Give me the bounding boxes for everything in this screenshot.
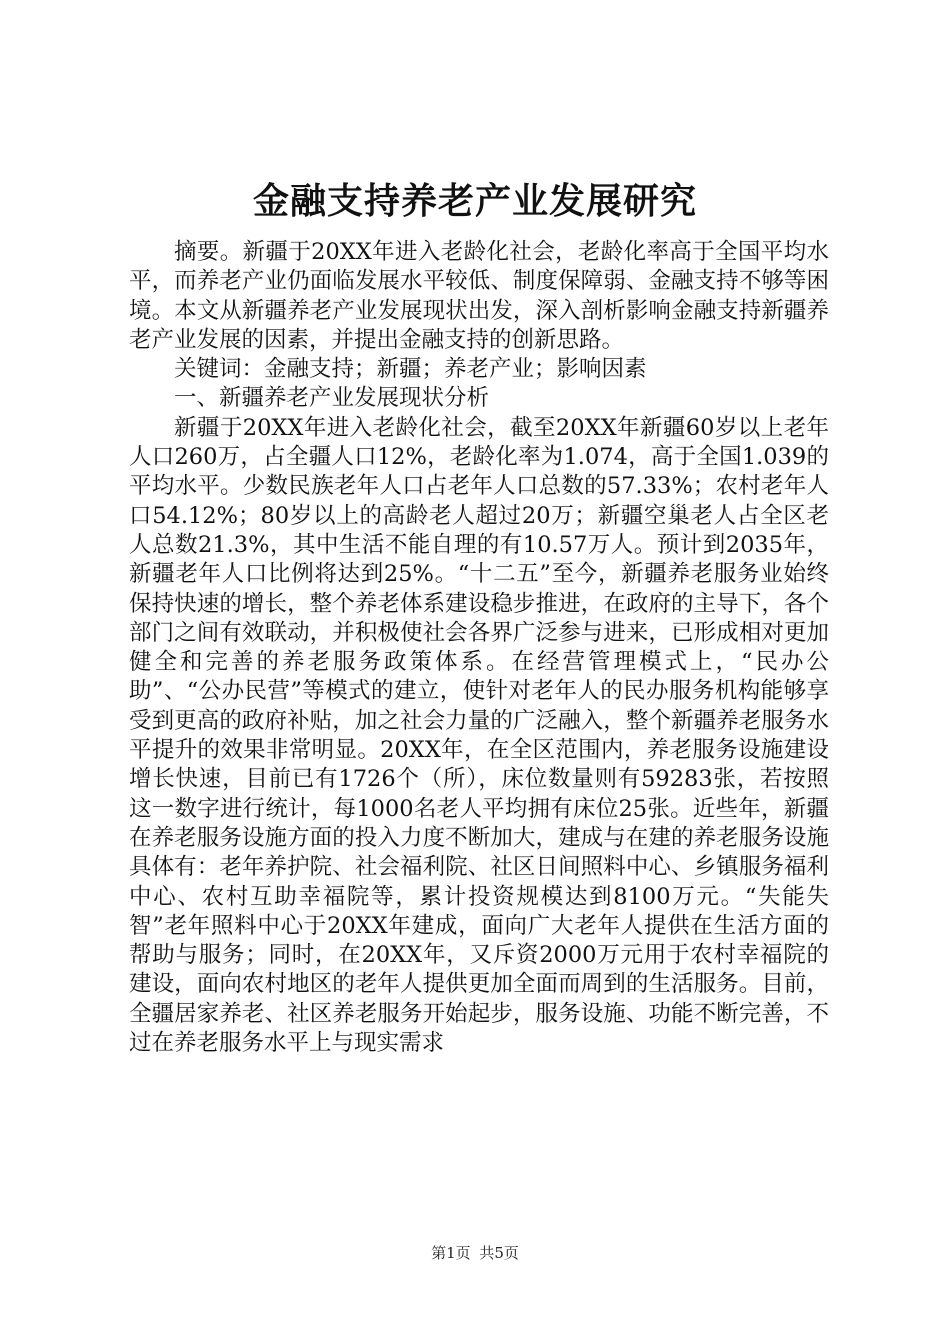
keywords-paragraph: 关键词：金融支持；新疆；养老产业；影响因素 (174, 356, 647, 383)
page-number: 第1页 (431, 1244, 471, 1262)
document-body (129, 238, 829, 1058)
abstract-paragraph: 摘要。新疆于20XX年进入老龄化社会，老龄化率高于全国平均水平，而养老产业仍面临发展水平较低、制度保障弱、金融支持不够等困境。本文从新疆养老产业发展现状出发，深入剖析影响金融支持新疆养老产业发展的因素，并提出金融支持的创新思路。 (129, 239, 829, 353)
section-heading: 一、新疆养老产业发展现状分析 (174, 385, 490, 412)
page-total: 共5页 (479, 1244, 519, 1262)
page-footer (0, 1242, 950, 1263)
document-title: 金融支持养老产业发展研究 (252, 180, 697, 222)
body-paragraph: 新疆于20XX年进入老龄化社会，截至20XX年新疆60岁以上老年人口260万，占全疆人口12%，老龄化率为1.074，高于全国1.039的平均水平。少数民族老年人口占老年人口总数的57.33%；农村老年人口54.12%；80岁以上的高龄老人超过20万；新疆空巢老人占全区老人总数21.3%，其中生活不能自理的有10.57万人。预计到2035年，新疆老年人口比例将达到25%。“十二五”至今，新疆养老服务业始终保持快速的增长，整个养老体系建设稳步推进，在政府的主导下，各个部门之间有效联动，并积极使社会各界广泛参与进来，已形成相对更加健全和完善的养老服务政策体系。在经营管理模式上，“民办公助”、“公办民营”等模式的建立，使针对老年人的民办服务机构能够享受到更高的政府补贴，加之社会力量的广泛融入，整个新疆养老服务水平提升的效果非常明显。20XX年，在全区范围内，养老服务设施建设增长快速，目前已有1726个（所），床位数量则有59283张，若按照这一数字进行统计，每1000名老人平均拥有床位25张。近些年，新疆在养老服务设施方面的投入力度不断加大，建成与在建的养老服务设施具体有：老年养护院、社会福利院、社区日间照料中心、乡镇服务福利中心、农村互助幸福院等，累计投资规模达到8100万元。“失能失智”老年照料中心于20XX年建成，面向广大老年人提供在生活方面的帮助与服务；同时，在20XX年，又斥资2000万元用于农村幸福院的建设，面向农村地区的老年人提供更加全面而周到的生活服务。目前，全疆居家养老、社区养老服务开始起步，服务设施、功能不断完善，不过在养老服务水平上与现实需求 (129, 414, 829, 1057)
